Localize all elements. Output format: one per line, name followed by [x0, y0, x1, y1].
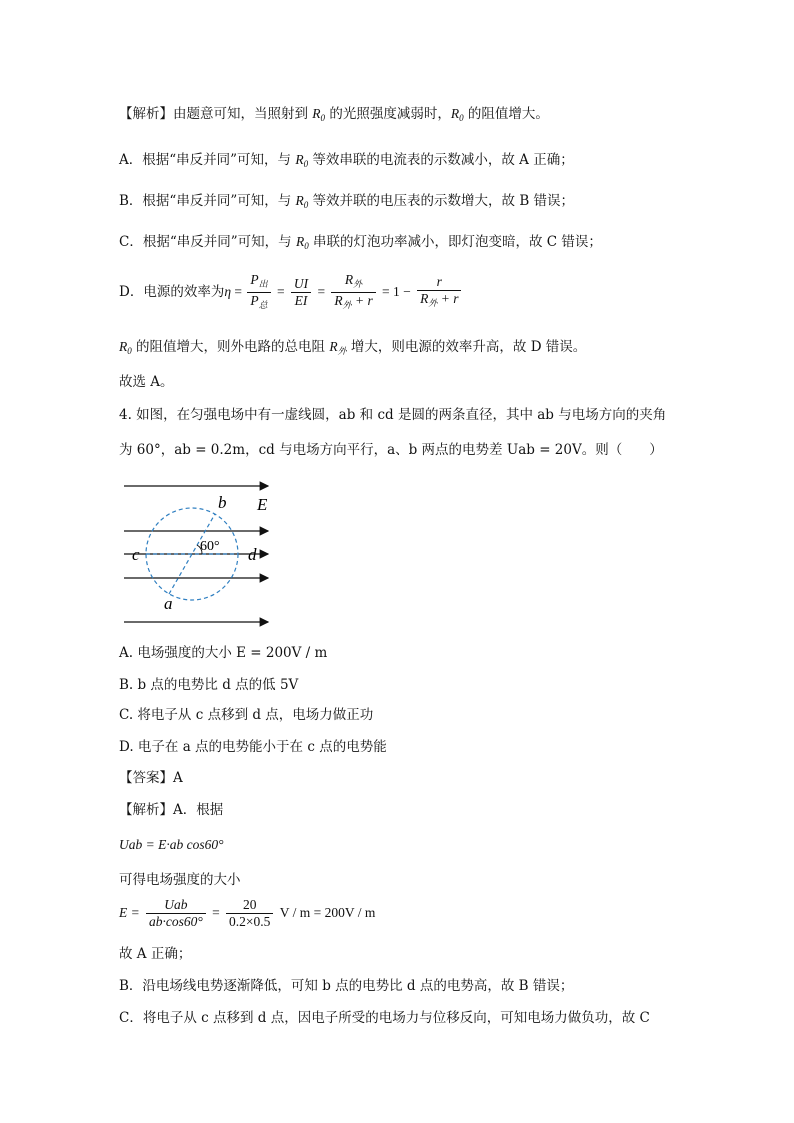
label-b: b: [218, 493, 227, 512]
equation-e: E = $\frac{\text{Uab}}{ab\cdot\cos 60^\circ}$ = $\frac{20}{0.2\times 0.5}$ V / m = 200V / m: [119, 897, 376, 929]
analysis-heading: 【解析】A．根据: [119, 802, 224, 818]
label-c: c: [132, 545, 140, 564]
a-correct: 故 A 正确；: [119, 946, 192, 962]
option-c-analysis: C．根据“串反并同”可知，与 $R_0$ 串联的灯泡功率减小，即灯泡变暗，故 C 错误；: [119, 234, 602, 251]
option-d-analysis: D．电源的效率为η = $\frac{P_出}{P_总}$ = $\frac{UI}{EI}$ = $\frac{R_外}{R_外 + r}$ = 1 − $\frac{r}{R_外 + r}$: [119, 272, 463, 313]
equation-uab: Uab = E·ab cos60°: [119, 837, 224, 852]
electric-field-figure: [118, 480, 288, 630]
label-e: E: [257, 495, 268, 514]
option-b-analysis: B．根据“串反并同”可知，与 $R_0$ 等效并联的电压表的示数增大，故 B 错误；: [119, 193, 575, 210]
c-analysis: C．将电子从 c 点移到 d 点，因电子所受的电场力与位移反向，可知电场力做负功，故 C: [119, 1010, 650, 1026]
choice-d: D. 电子在 a 点的电势能小于在 c 点的电势能: [119, 739, 387, 755]
resistance-conclusion: $R_0$ 的阻值增大，则外电路的总电阻 $R_外$ 增大，则电源的效率升高，故 D 错误。: [119, 339, 587, 356]
analysis-intro: 【解析】由题意可知，当照射到 $R_0$ 的光照强度减弱时，$R_0$ 的阻值增大。: [119, 106, 549, 123]
r0-symbol: $R_0$: [312, 106, 326, 123]
answer-line: 【答案】A: [119, 770, 183, 786]
label-d: d: [248, 545, 257, 564]
choice-b: B. b 点的电势比 d 点的低 5V: [119, 677, 299, 693]
label-a: a: [164, 594, 173, 613]
angle-label: 60°: [200, 539, 220, 554]
b-analysis: B．沿电场线电势逐渐降低，可知 b 点的电势比 d 点的电势高，故 B 错误；: [119, 978, 574, 994]
choice-c: C. 将电子从 c 点移到 d 点，电场力做正功: [119, 707, 374, 723]
question-4-line1: 4. 如图，在匀强电场中有一虚线圆，ab 和 cd 是圆的两条直径，其中 ab 与电场方向的夹角: [119, 407, 667, 423]
choose-answer: 故选 A。: [119, 374, 174, 390]
strength-text: 可得电场强度的大小: [119, 872, 241, 888]
choice-a: A. 电场强度的大小 E = 200V / m: [119, 645, 328, 661]
efficiency-fraction-1: $\frac{P_出}{P_总}$: [247, 272, 270, 313]
question-4-line2: 为 60°，ab = 0.2m，cd 与电场方向平行，a、b 两点的电势差 Uab = 20V。则（ ）: [119, 442, 663, 458]
option-a-analysis: A．根据“串反并同”可知，与 $R_0$ 等效串联的电流表的示数减小，故 A 正确；: [119, 152, 574, 169]
